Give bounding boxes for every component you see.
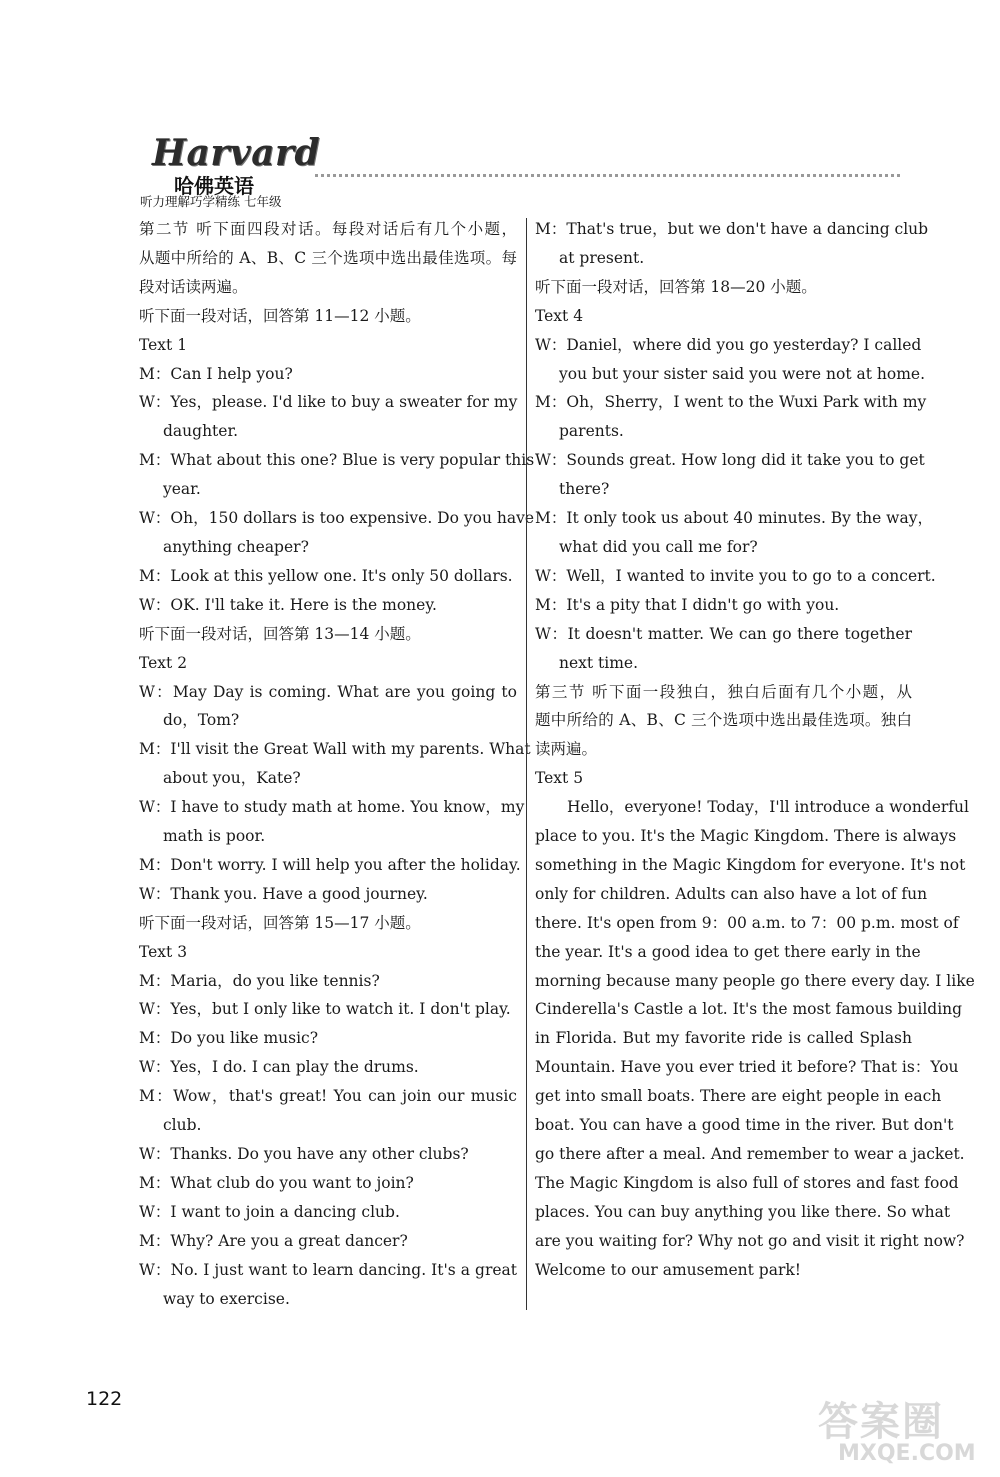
- text-line: Text 3: [139, 942, 188, 961]
- text-line: next time.: [559, 653, 639, 672]
- text-line: M：Can I help you?: [139, 364, 293, 383]
- text-line: W：Thanks. Do you have any other clubs?: [139, 1145, 469, 1163]
- text-line: W：Oh，150 dollars is too expensive. Do you have: [139, 509, 535, 528]
- page-number: 122: [86, 1388, 123, 1410]
- page-header: [140, 130, 900, 210]
- text-line: M：Oh，Sherry，I went to the Wuxi Park with my: [535, 393, 927, 412]
- text-line: something in the Magic Kingdom for everyone. It's not: [535, 855, 966, 874]
- text-line: W：OK. I'll take it. Here is the money.: [139, 595, 437, 614]
- text-line: 听下面一段对话，回答第 18—20 小题。: [535, 277, 817, 296]
- text-line: M：That's true，but we don't have a dancing club: [535, 220, 929, 238]
- text-line: Welcome to our amusement park!: [535, 1260, 801, 1279]
- text-line: Text 5: [535, 769, 584, 788]
- text-line: 第二节 听下面四段对话。每段对话后有几个小题，: [139, 220, 517, 238]
- text-line: 第三节 听下面一段独白，独白后面有几个小题，从: [535, 682, 912, 701]
- text-line: 听下面一段对话，回答第 15—17 小题。: [139, 913, 421, 932]
- text-line: the year. It's a good idea to get there early in the: [535, 942, 921, 961]
- text-line: year.: [163, 480, 201, 499]
- book-subtitle: 听力理解巧学精练 七年级: [140, 194, 282, 209]
- text-line: 听下面一段对话，回答第 11—12 小题。: [139, 306, 421, 325]
- text-line: M：What about this one? Blue is very popular this: [139, 451, 535, 470]
- text-line: 读两遍。: [535, 740, 598, 759]
- text-line: at present.: [559, 248, 645, 267]
- text-line: M：Why? Are you a great dancer?: [139, 1231, 408, 1250]
- text-line: go there after a meal. And remember to wear a jacket.: [535, 1145, 965, 1163]
- text-line: club.: [163, 1116, 202, 1135]
- text-line: math is poor.: [163, 827, 266, 846]
- text-line: W：I have to study math at home. You know，my: [139, 798, 525, 817]
- watermark-top-text: 答案圈: [818, 1399, 944, 1445]
- text-line: W：Sounds great. How long did it take you to get: [535, 451, 925, 470]
- text-line: place to you. It's the Magic Kingdom. There is always: [535, 827, 957, 846]
- text-line: M：It's a pity that I didn't go with you.: [535, 595, 840, 614]
- text-line: M：What club do you want to join?: [139, 1173, 414, 1192]
- text-line: do，Tom?: [163, 711, 240, 730]
- text-line: about you，Kate?: [163, 769, 301, 788]
- text-line: boat. You can have a good time in the river. But don't: [535, 1116, 954, 1135]
- text-line: there?: [559, 480, 610, 499]
- text-line: Mountain. Have you ever tried it before? That is：You: [535, 1058, 959, 1077]
- text-line: 题中所给的 A、B、C 三个选项中选出最佳选项。独白: [535, 711, 912, 730]
- text-line: only for children. Adults can also have a lot of fun: [535, 884, 928, 903]
- text-line: morning because many people go there every day. I like: [535, 971, 975, 990]
- text-line: W：Yes，I do. I can play the drums.: [139, 1058, 419, 1077]
- text-line: W：Thank you. Have a good journey.: [139, 884, 428, 903]
- header-dotted-rule: [315, 174, 900, 177]
- text-line: M：Do you like music?: [139, 1029, 319, 1048]
- text-line: in Florida. But my favorite ride is called Splash: [535, 1029, 912, 1048]
- text-line: W：Daniel，where did you go yesterday? I called: [535, 335, 922, 354]
- text-line: you but your sister said you were not at home.: [559, 364, 925, 383]
- text-line: there. It's open from 9：00 a.m. to 7：00 p.m. most of: [535, 913, 959, 932]
- text-line: M：Wow，that's great! You can join our music: [139, 1087, 517, 1106]
- text-line: W：May Day is coming. What are you going to: [139, 682, 517, 701]
- watermark-logo: [818, 1390, 978, 1470]
- harvard-logo: Harvard: [152, 132, 321, 174]
- text-line: anything cheaper?: [163, 537, 309, 556]
- text-line: 从题中所给的 A、B、C 三个选项中选出最佳选项。每: [139, 248, 517, 267]
- text-line: M：It only took us about 40 minutes. By the way，: [535, 509, 933, 528]
- text-line: what did you call me for?: [559, 537, 758, 556]
- text-line: Hello，everyone! Today，I'll introduce a wonderful: [567, 798, 969, 817]
- column-divider: [526, 218, 527, 1310]
- text-line: M：Maria，do you like tennis?: [139, 971, 380, 990]
- text-line: W：It doesn't matter. We can go there together: [535, 624, 912, 643]
- text-line: W：Yes，but I only like to watch it. I don't play.: [139, 1000, 511, 1019]
- logo-chinese-title: 哈佛英语: [174, 174, 254, 198]
- left-column: [139, 215, 535, 1313]
- right-column: [535, 215, 975, 1285]
- text-line: The Magic Kingdom is also full of stores and fast food: [535, 1173, 959, 1192]
- text-line: M：I'll visit the Great Wall with my parents. What: [139, 740, 531, 759]
- text-line: 听下面一段对话，回答第 13—14 小题。: [139, 624, 421, 643]
- text-line: Text 2: [139, 653, 188, 672]
- text-line: M：Don't worry. I will help you after the holiday.: [139, 855, 521, 874]
- text-line: are you waiting for? Why not go and visit it right now?: [535, 1231, 965, 1250]
- text-line: get into small boats. There are eight people in each: [535, 1087, 942, 1106]
- watermark-bottom-text: MXQE.COM: [838, 1441, 976, 1466]
- text-line: M：Look at this yellow one. It's only 50 dollars.: [139, 566, 513, 585]
- text-line: Text 1: [139, 335, 188, 354]
- text-line: W：Yes，please. I'd like to buy a sweater for my: [139, 393, 518, 412]
- text-line: daughter.: [163, 422, 239, 441]
- text-line: Cinderella's Castle a lot. It's the most famous building: [535, 1000, 963, 1019]
- text-line: W：No. I just want to learn dancing. It's a great: [139, 1260, 517, 1279]
- text-line: W：I want to join a dancing club.: [139, 1202, 400, 1221]
- text-line: W：Well，I wanted to invite you to go to a concert.: [535, 566, 936, 585]
- text-line: 段对话读两遍。: [139, 277, 248, 296]
- text-line: places. You can buy anything you like there. So what: [535, 1202, 951, 1221]
- text-line: way to exercise.: [163, 1289, 290, 1308]
- text-line: Text 4: [535, 306, 584, 325]
- text-line: parents.: [559, 422, 624, 441]
